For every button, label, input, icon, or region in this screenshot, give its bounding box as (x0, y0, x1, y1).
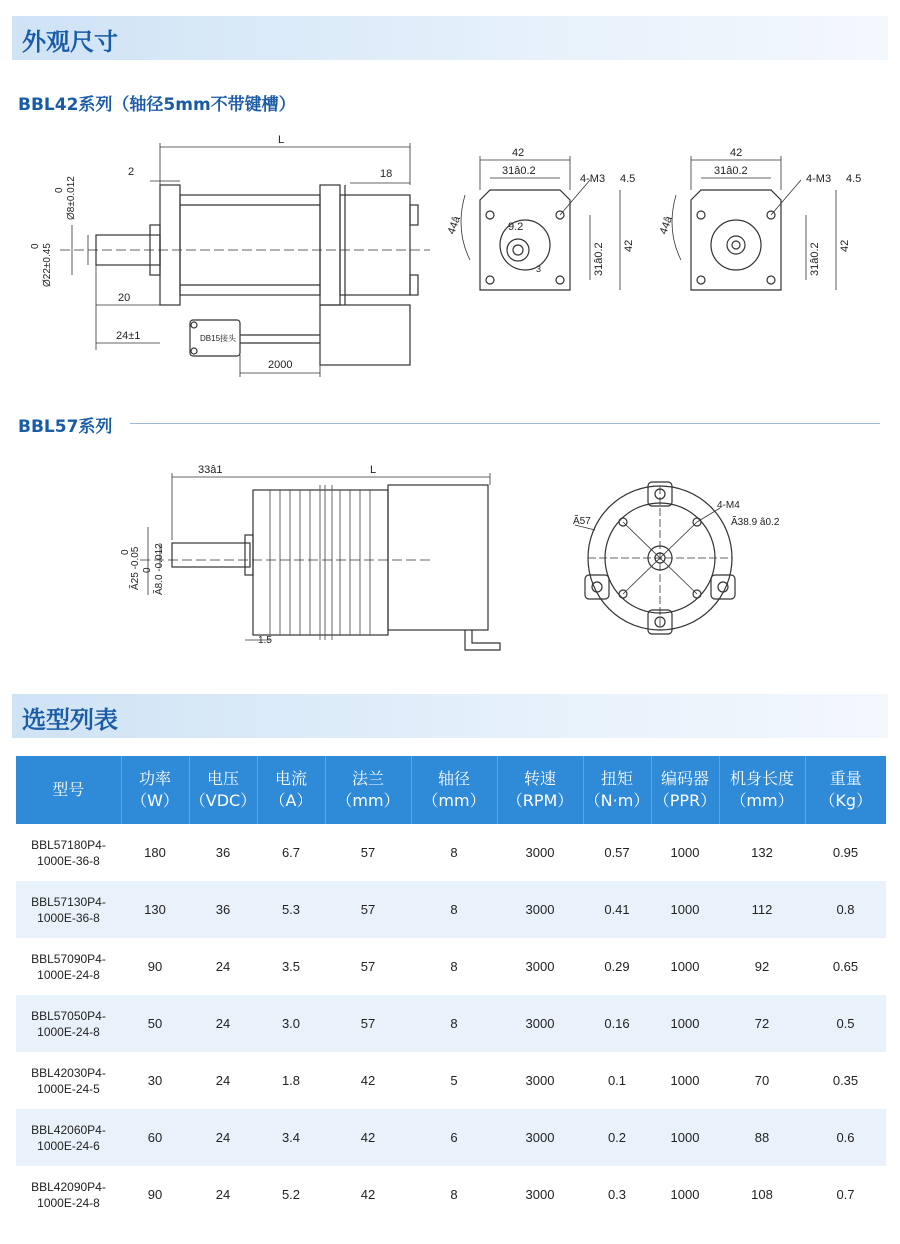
table-cell: 0.3 (583, 1166, 651, 1223)
column-header-unit: （mm） (336, 791, 400, 810)
column-header-label: 功率 (138, 769, 171, 788)
column-header-label: 电流 (274, 769, 307, 788)
model-cell: BBL57050P4- 1000E-24-8 (16, 995, 121, 1052)
bbl57-front-m4: 4-M4 (717, 500, 740, 511)
column-header-unit: （PPR） (653, 791, 717, 810)
column-header-label: 扭矩 (600, 769, 633, 788)
bbl42-boss-diameter: Ø22±0.45 (42, 243, 53, 287)
bbl42-dim-20: 20 (118, 292, 131, 304)
table-header-row (16, 756, 886, 824)
column-header-label: 编码器 (660, 769, 709, 788)
column-header-label: 轴径 (437, 769, 470, 788)
bbl42-dim-18: 18 (380, 168, 393, 180)
table-cell: 60 (121, 1109, 189, 1166)
bbl57-boss-zero: 0 (120, 549, 131, 555)
table-cell: 3.5 (257, 938, 325, 995)
table-cell: 8 (411, 995, 497, 1052)
table-row (16, 995, 886, 1052)
table-cell: 8 (411, 938, 497, 995)
table-cell: 0.2 (583, 1109, 651, 1166)
column-header-label: 重量 (829, 769, 862, 788)
bbl57-dim-33: 33â1 (198, 464, 223, 476)
table-cell: 108 (719, 1166, 805, 1223)
bbl42-front-a-9-2: 9.2 (508, 221, 524, 233)
table-cell: 24 (189, 938, 257, 995)
table-cell: 180 (121, 824, 189, 881)
table-body (16, 824, 886, 1223)
column-header-unit: （VDC） (189, 791, 257, 810)
bbl42-front-b-42: 42 (730, 147, 743, 159)
bbl42-front-b-31: 31â0.2 (714, 165, 748, 177)
table-cell: 72 (719, 995, 805, 1052)
column-header (325, 756, 411, 824)
bbl57-boss-diameter: Ã25 -0.05 (130, 546, 141, 590)
bbl57-dim-1-5: 1.5 (258, 635, 272, 646)
column-header (257, 756, 325, 824)
bbl57-dim-L: L (370, 464, 377, 476)
table-cell: 92 (719, 938, 805, 995)
bbl42-dim-2: 2 (128, 166, 135, 178)
table-cell: 36 (189, 824, 257, 881)
column-header-label: 机身长度 (729, 769, 794, 788)
bbl42-front-a-31-side: 31â0.2 (593, 242, 605, 276)
table-cell: 57 (325, 881, 411, 938)
bbl42-shaft-zero: 0 (54, 187, 65, 193)
table-row (16, 938, 886, 995)
bbl57-subtitle-rule (130, 423, 880, 424)
table-cell: 8 (411, 881, 497, 938)
column-header-label: 电压 (206, 769, 239, 788)
table-cell: 24 (189, 1166, 257, 1223)
dimensions-section-header (12, 16, 888, 60)
table-cell: 1000 (651, 824, 719, 881)
column-header-unit: （W） (131, 791, 179, 810)
table-row (16, 881, 886, 938)
bbl57-front-pcd: Ã38.9 â0.2 (731, 517, 780, 528)
table-cell: 3000 (497, 881, 583, 938)
table-cell: 0.41 (583, 881, 651, 938)
table-cell: 5 (411, 1052, 497, 1109)
table-cell: 50 (121, 995, 189, 1052)
bbl57-subtitle: BBL57系列 (18, 417, 113, 437)
table-cell: 30 (121, 1052, 189, 1109)
table-cell: 90 (121, 938, 189, 995)
table-cell: 36 (189, 881, 257, 938)
model-cell: BBL57090P4- 1000E-24-8 (16, 938, 121, 995)
table-cell: 88 (719, 1109, 805, 1166)
bbl42-subtitle: BBL42系列（轴径5mm不带键槽） (18, 95, 296, 115)
table-cell: 1000 (651, 1052, 719, 1109)
column-header (497, 756, 583, 824)
bbl42-front-a-3: 3 (536, 264, 542, 274)
bbl42-front-view-a-drawing (440, 140, 650, 310)
bbl42-dim-L: L (278, 134, 285, 146)
bbl57-shaft-zero: 0 (142, 567, 153, 573)
table-cell: 3000 (497, 995, 583, 1052)
bbl57-front-view-drawing (555, 470, 795, 655)
column-header-label: 法兰 (351, 769, 384, 788)
table-cell: 24 (189, 995, 257, 1052)
table-cell: 70 (719, 1052, 805, 1109)
table-cell: 42 (325, 1166, 411, 1223)
column-header (651, 756, 719, 824)
column-header-label: 转速 (523, 769, 556, 788)
table-cell: 6.7 (257, 824, 325, 881)
table-cell: 1000 (651, 938, 719, 995)
bbl57-front-57: Ã57 (573, 516, 591, 527)
table-cell: 0.5 (805, 995, 886, 1052)
table-cell: 57 (325, 938, 411, 995)
bbl42-front-b-44: 44â (657, 214, 676, 237)
table-cell: 42 (325, 1052, 411, 1109)
bbl42-front-b-42-side: 42 (839, 239, 851, 252)
bbl42-shaft-diameter: Ø8±0.012 (66, 176, 77, 220)
bbl42-boss-zero: 0 (30, 243, 41, 249)
column-header (719, 756, 805, 824)
bbl42-dim-2000: 2000 (268, 359, 293, 371)
column-header (121, 756, 189, 824)
column-header (411, 756, 497, 824)
table-cell: 3.0 (257, 995, 325, 1052)
table-cell: 0.65 (805, 938, 886, 995)
bbl42-front-a-42-side: 42 (623, 239, 635, 252)
bbl42-front-b-31-side: 31â0.2 (809, 242, 821, 276)
table-cell: 3000 (497, 824, 583, 881)
model-cell: BBL42060P4- 1000E-24-6 (16, 1109, 121, 1166)
table-cell: 90 (121, 1166, 189, 1223)
table-cell: 5.3 (257, 881, 325, 938)
table-cell: 57 (325, 824, 411, 881)
table-cell: 130 (121, 881, 189, 938)
table-cell: 1000 (651, 1109, 719, 1166)
table-cell: 1000 (651, 1166, 719, 1223)
bbl42-connector-label: DB15接头 (200, 334, 237, 343)
column-header-unit: （A） (269, 791, 313, 810)
bbl57-shaft-diameter: Ã8.0 -0.012 (154, 543, 165, 595)
table-row (16, 1166, 886, 1223)
column-header-unit: （mm） (730, 791, 794, 810)
bbl57-side-view-drawing (100, 455, 510, 670)
model-cell: BBL42090P4- 1000E-24-8 (16, 1166, 121, 1223)
table-cell: 3000 (497, 1166, 583, 1223)
dimensions-title: 外观尺寸 (22, 28, 118, 56)
table-cell: 0.57 (583, 824, 651, 881)
bbl42-front-b-m3-depth: 4.5 (846, 173, 862, 185)
table-cell: 0.35 (805, 1052, 886, 1109)
model-cell: BBL57180P4- 1000E-36-8 (16, 824, 121, 881)
table-row (16, 1109, 886, 1166)
column-header (805, 756, 886, 824)
table-cell: 0.7 (805, 1166, 886, 1223)
table-cell: 3.4 (257, 1109, 325, 1166)
table-cell: 0.6 (805, 1109, 886, 1166)
table-cell: 3000 (497, 1109, 583, 1166)
selection-table (16, 756, 886, 1223)
column-header-unit: （RPM） (506, 791, 574, 810)
bbl42-side-view-drawing (0, 125, 440, 385)
table-cell: 0.1 (583, 1052, 651, 1109)
bbl42-front-b-m3: 4-M3 (806, 173, 832, 185)
bbl42-front-a-44: 44â (445, 214, 464, 237)
table-row (16, 824, 886, 881)
bbl42-front-a-m3: 4-M3 (580, 173, 606, 185)
table-row (16, 1052, 886, 1109)
bbl42-dim-24: 24±1 (116, 330, 141, 342)
table-cell: 6 (411, 1109, 497, 1166)
table-cell: 57 (325, 995, 411, 1052)
column-header (583, 756, 651, 824)
table-cell: 0.95 (805, 824, 886, 881)
table-cell: 0.29 (583, 938, 651, 995)
table-cell: 5.2 (257, 1166, 325, 1223)
table-cell: 132 (719, 824, 805, 881)
selection-section-header (12, 694, 888, 738)
table-cell: 3000 (497, 938, 583, 995)
bbl42-front-view-b-drawing (656, 140, 876, 310)
column-header-unit: （mm） (422, 791, 486, 810)
column-header (16, 756, 121, 824)
column-header-label: 型号 (52, 780, 85, 799)
table-cell: 8 (411, 1166, 497, 1223)
table-cell: 8 (411, 824, 497, 881)
model-cell: BBL42030P4- 1000E-24-5 (16, 1052, 121, 1109)
column-header-unit: （Kg） (819, 791, 873, 810)
column-header-unit: （N·m） (584, 791, 650, 810)
table-cell: 42 (325, 1109, 411, 1166)
table-cell: 0.8 (805, 881, 886, 938)
table-cell: 24 (189, 1052, 257, 1109)
bbl42-front-a-42: 42 (512, 147, 525, 159)
table-cell: 1000 (651, 995, 719, 1052)
bbl42-front-a-m3-depth: 4.5 (620, 173, 636, 185)
table-cell: 112 (719, 881, 805, 938)
model-cell: BBL57130P4- 1000E-36-8 (16, 881, 121, 938)
column-header (189, 756, 257, 824)
table-cell: 1.8 (257, 1052, 325, 1109)
table-cell: 0.16 (583, 995, 651, 1052)
table-cell: 1000 (651, 881, 719, 938)
table-cell: 3000 (497, 1052, 583, 1109)
selection-title: 选型列表 (22, 706, 118, 734)
table-cell: 24 (189, 1109, 257, 1166)
bbl42-front-a-31: 31â0.2 (502, 165, 536, 177)
